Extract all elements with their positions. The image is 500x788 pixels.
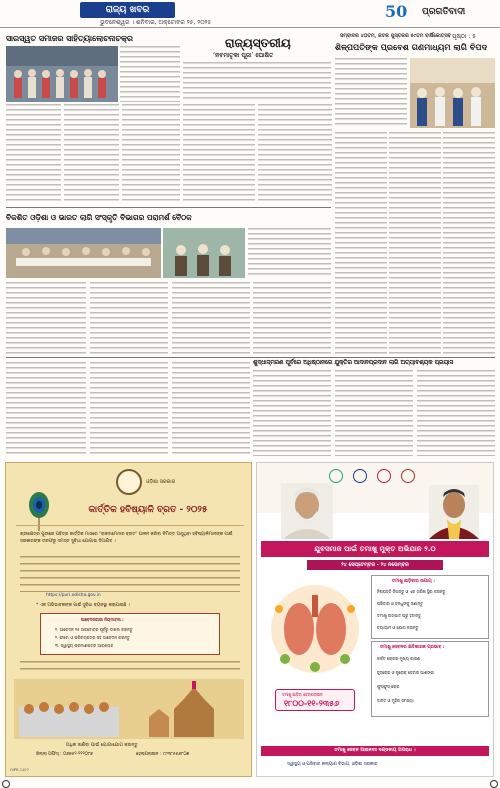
- anniversary-logo: 50: [385, 2, 408, 21]
- ad-rule-2: ୨. ଫଟୋ ଓ ପରିଚୟପତ୍ର ସହ ଆବେଦନ କରନ୍ତୁ: [55, 635, 130, 640]
- tip-2: ପରିବାର ଓ ବନ୍ଧୁଙ୍କୁ ଜଣାନ୍ତୁ: [377, 601, 424, 606]
- story3-text-col-b: [335, 132, 387, 204]
- divider: [16, 525, 244, 526]
- story3-headline: ଶିଳ୍ପପତିଙ୍କ ପ୍ରବେଶ ଗଣମାଧ୍ୟମ ଲାଗି ବିପଦ: [335, 42, 488, 52]
- story2-text-top: [183, 62, 331, 102]
- story2-text-col-a: [183, 104, 255, 204]
- ad-code: OIPR-1107: [10, 768, 29, 772]
- ad-title: କାର୍ତ୍ତିକ ହବିଷ୍ୟାଳି ବ୍ରତ - ୨୦୨୫: [88, 505, 208, 515]
- story2-headline-2: ‘ନବମାତୃକା ପୂଜା’ ଘୋଷିତ: [213, 52, 274, 59]
- story1-text-col-b: [6, 104, 61, 204]
- harm-2: ହୃଦ୍‌ରୋଗ ଓ ଷ୍ଟ୍ରୋକ୍ ହେବାର ଆଶଙ୍କା: [377, 670, 435, 675]
- harm-4: ଦାନ୍ତ ଓ ମୁହଁର ସମସ୍ୟା: [377, 698, 414, 703]
- ad-kartik-brata: [5, 462, 252, 777]
- ad-contact: ଅଧିକ ଜାଣିବା ପାଇଁ ଯୋଗାଯୋଗ କରନ୍ତୁ: [66, 743, 138, 748]
- story4-headline: ବିକଶିତ ଓଡ଼ିଶା ଓ ଭାରତ ଲାଗି ସଂସ୍କୃତି ବିଭାଗର ପରାମର୍ଶ ବୈଠକ: [6, 213, 192, 222]
- ad-extra-text: [20, 661, 240, 675]
- ad-rule-1: ୧. ଆବେଦନ ୧୫ ଅକ୍ଟୋବର ପୂର୍ବରୁ ଦାଖଲ କରନ୍ତୁ: [55, 627, 133, 632]
- story5-headline: ଶୁଦ୍ଧାସ୍ମରଣ ପୂର୍ବରେ ଅଧିଷ୍ଠାନରେ ଯୁକ୍ତିର ଆଦାନପ୍ରଦାନ ଲାଗି ଅତ୍ୟାବଶ୍ୟକ ପ୍ରୟାସ: [253, 360, 454, 366]
- story2-text-col-b: [258, 104, 332, 204]
- ad-rule-3: ୩. ସ୍ୱାସ୍ଥ୍ୟ ପ୍ରମାଣପତ୍ର ଆବଶ୍ୟକ: [55, 643, 114, 648]
- brand-logo: ପ୍ରଗତିବାଦୀ: [422, 7, 466, 17]
- helpline-label: ତମାଖୁ ଛାଡ଼ିବା ହେଲ୍ପଲାଇନ: [282, 692, 323, 697]
- campaign-logo-icon: [377, 469, 391, 483]
- group-photo-icon: [6, 46, 118, 102]
- ad-department: ସ୍ୱାସ୍ଥ୍ୟ ଓ ପରିବାର କଲ୍ୟାଣ ବିଭାଗ, ଓଡ଼ିଶା ସରକାର: [287, 762, 378, 767]
- ad-harms-box: [371, 641, 489, 717]
- ministry-logo-icon: [329, 469, 343, 483]
- ad-body-more: [20, 556, 240, 592]
- story4-text-col-c: [90, 282, 168, 354]
- ad-phone-1: ଜିଲ୍ଲା ଅଫିସ୍ : ୦୬୭୫୨-୨୨୨୦୮୭: [36, 752, 93, 757]
- health-logo-icon: [353, 469, 367, 483]
- odisha-emblem-icon: [116, 469, 142, 495]
- meeting-photo-2-icon: [163, 228, 245, 278]
- ad-website-link[interactable]: https://puri.odisha.gov.in: [46, 593, 101, 598]
- story4-photo-2: [163, 228, 245, 278]
- story1-text-col-d: [122, 104, 180, 204]
- harms-title: ତମାଖୁ ସେବନର କ୍ଷତିକାରକ ପ୍ରଭାବ :: [380, 645, 445, 650]
- ad-tips-box: [371, 575, 489, 639]
- story5-text-col-d: [253, 370, 331, 456]
- story1-headline: ସାରସ୍ୱତ ସମାଜର ସାହିତ୍ୟାଲୋଚନାଚକ୍ର: [6, 33, 133, 43]
- story4-text-col-e: [253, 282, 331, 354]
- story4-photo: [6, 228, 161, 278]
- page-header: [0, 0, 500, 28]
- story3-text-col-g: [443, 207, 495, 355]
- story2-headline-1: ରାଜ୍ୟସ୍ତରୀୟ: [225, 36, 291, 50]
- ad-body: ଶ୍ରୀକ୍ଷେତ୍ର ପୁରୀରେ ପବିତ୍ର କାର୍ତ୍ତିକ ମାସରେ "ରାଜଦାମୋଦର ବ୍ରତ" ପାଳନ କରିବା ନିମିତ୍ତ ଆସୁଥିବା ହବିଷ୍ୟାଳିମାନଙ୍କ ପାଇଁ ସରକାରଙ୍କ ତରଫରୁ ସମସ୍ତ ସୁବିଧା ଯୋଗାଇ ଦିଆଯିବ ।: [20, 532, 233, 544]
- story4-text-col-a: [248, 228, 331, 278]
- story3-kicker: ସମ୍ବାଦର ୪୦ତମ, କଟକ ପୁସ୍ତକର ୫୯ତମ ବାର୍ଷିକୋତ୍ସବ: [340, 33, 451, 39]
- ad-phone-2: ହେଲ୍ପଲାଇନ : ୯୯୩୮୫୫୬୮୦୭: [136, 752, 190, 757]
- story3-text-col-c: [389, 132, 441, 204]
- ad-rules-title: ଆବେଦନକାରୀ ନିୟମାବଳୀ :: [81, 617, 124, 622]
- story4-text-col-b: [6, 282, 86, 354]
- stage-photo-icon: [410, 58, 495, 128]
- pm-portrait: [281, 483, 333, 539]
- story3-text-col-a: [335, 58, 407, 128]
- ad-note: * ଏକ ଅଭିଭାବକଙ୍କ ପାଇଁ ସୁବିଧା ବ୍ୟବସ୍ଥା କରାଯାଇଛି ।: [36, 603, 130, 608]
- page-number: ପୃଷ୍ଠା : ୫: [452, 33, 476, 40]
- tip-4: ବ୍ୟାୟାମ ଓ ଯୋଗ କରନ୍ତୁ: [377, 625, 419, 630]
- helpline-box: [275, 689, 355, 711]
- story5-text-col-b: [90, 362, 168, 456]
- cm-portrait: [429, 485, 479, 539]
- story3-photo: [410, 58, 495, 128]
- story3-text-col-e: [335, 207, 387, 355]
- odisha-logo-icon: [401, 469, 415, 483]
- divider: [6, 357, 495, 358]
- harm-3: ଫୁସ୍‌ଫୁସ୍ ରୋଗ: [377, 684, 400, 689]
- harm-1: କର୍କଟ ରୋଗର ମୁଖ୍ୟ କାରଣ: [377, 656, 420, 661]
- ad-rules-box: [40, 613, 220, 655]
- ad-govt-label: ଓଡ଼ିଶା ସରକାର: [146, 479, 176, 485]
- ad-tobacco-free: [256, 462, 494, 777]
- story1-text-col-c: [64, 104, 119, 204]
- devotees-temple-illustration: [14, 679, 244, 739]
- lungs-illustration: [265, 579, 365, 679]
- meeting-photo-icon: [6, 228, 161, 278]
- story3-text-col-f: [389, 207, 441, 355]
- story5-text-col-c: [172, 362, 250, 456]
- registration-mark-icon: [2, 780, 10, 788]
- registration-mark-icon: [490, 780, 498, 788]
- story5-text-col-e: [335, 370, 413, 456]
- story4-text-col-d: [172, 282, 250, 354]
- story1-photo: [6, 46, 118, 102]
- tip-3: ତମାଖୁ ଉତ୍ପାଦ ଘରୁ ହଟାନ୍ତୁ: [377, 613, 422, 618]
- divider: [6, 207, 331, 208]
- ad-bottom-line: ତମାଖୁ ସେବନ ଆଇନତଃ ଦଣ୍ଡନୀୟ ଅପରାଧ ।: [261, 746, 489, 756]
- section-masthead: ରାଜ୍ୟ ଖବର: [80, 2, 175, 18]
- story5-text-col-f: [417, 370, 495, 456]
- helpline-number[interactable]: ୧୮୦୦-୧୧-୨୩୫୬: [284, 699, 340, 708]
- tip-1: ନିଷ୍ପତ୍ତି ନିଅନ୍ତୁ ଓ ଏକ ତାରିଖ ସ୍ଥିର କରନ୍ତୁ: [377, 589, 446, 594]
- ad-dates: ୨୪ ସେପ୍ଟେମ୍ବର - ୨୪ ନଭେମ୍ବର: [307, 560, 443, 570]
- story5-text-col-a: [6, 362, 86, 456]
- ad-banner: ଯୁବସମାଜ ପାଇଁ ତମାଖୁ ମୁକ୍ତ ଅଭିଯାନ ୨.୦: [261, 541, 489, 557]
- dateline: ଭୁବନେଶ୍ୱର । ଶନିବାର, ଅକ୍ଟୋବର ୨୫, ୨୦୨୫: [100, 19, 212, 26]
- story3-text-col-d: [443, 132, 495, 204]
- story1-text-col-a: [120, 46, 180, 102]
- tips-title: ତମାଖୁ ଛାଡ଼ିବାର ଉପାୟ :: [392, 579, 435, 584]
